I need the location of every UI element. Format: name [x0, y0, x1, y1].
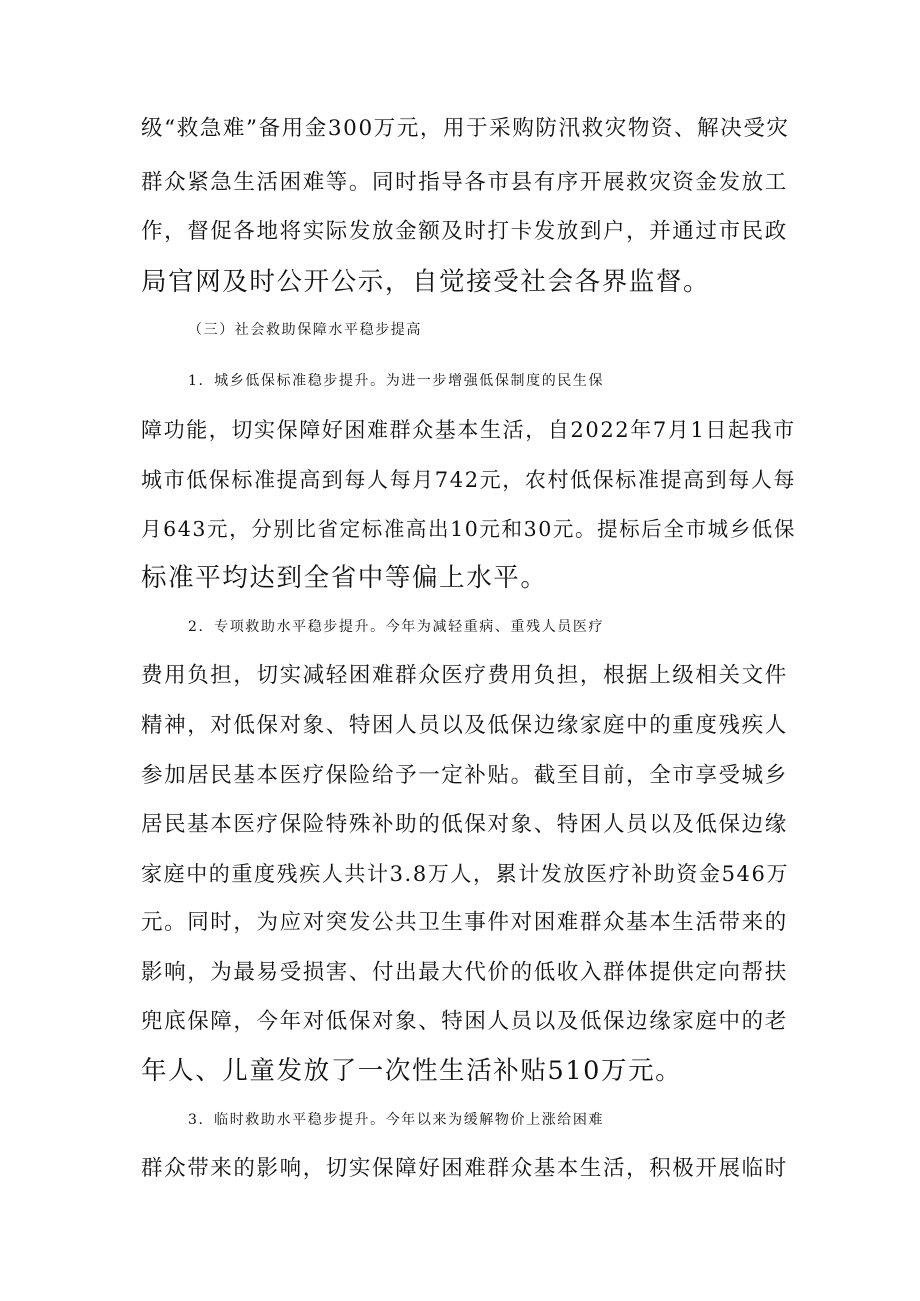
- text-line-14: 参加居民基本医疗保险给予一定补贴。截至目前，全市享受城乡: [141, 763, 788, 788]
- text-line-8: 城市低保标准提高到每人每月742元，农村低保标准提高到每人每: [141, 468, 797, 492]
- text-line-12: 费用负担，切实减轻困难群众医疗费用负担，根据上级相关文件: [141, 663, 788, 688]
- text-line-10: 标准平均达到全省中等偏上水平。: [141, 563, 548, 593]
- text-line-19: 兜底保障，今年对低保对象、特困人员以及低保边缘家庭中的老: [141, 1009, 788, 1034]
- text-line-7: 障功能，切实保障好困难群众基本生活，自2022年7月1日起我市: [141, 418, 796, 442]
- text-line-17: 元。同时，为应对突发公共卫生事件对困难群众基本生活带来的: [141, 910, 788, 935]
- text-line-3: 作，督促各地将实际发放金额及时打卡发放到户，并通过市民政: [141, 219, 788, 244]
- paragraph-3-start: 3．临时救助水平稳步提升。今年以来为缓解物价上涨给困难: [188, 1112, 605, 1128]
- text-line-15: 居民基本医疗保险特殊补助的低保对象、特困人员以及低保边缘: [141, 812, 788, 837]
- text-line-16: 家庭中的重度残疾人共计3.8万人，累计发放医疗补助资金546万: [141, 862, 790, 886]
- text-line-2: 群众紧急生活困难等。同时指导各市县有序开展救灾资金发放工: [141, 170, 788, 195]
- text-line-9: 月643元，分别比省定标准高出10元和30元。提标后全市城乡低保: [141, 517, 796, 541]
- text-line-18: 影响，为最易受损害、付出最大代价的低收入群体提供定向帮扶: [141, 960, 788, 985]
- text-line-4: 局官网及时公开公示，自觉接受社会各界监督。: [141, 267, 711, 297]
- text-line-13: 精神，对低保对象、特困人员以及低保边缘家庭中的重度残疾人: [141, 713, 788, 738]
- section-heading: （三）社会救助保障水平稳步提高: [188, 322, 422, 338]
- text-line-20: 年人、儿童发放了一次性生活补贴510万元。: [141, 1056, 683, 1086]
- text-line-1: 级“救急难”备用金300万元，用于采购防汛救灾物资、解决受灾: [141, 116, 790, 141]
- paragraph-1-start: 1．城乡低保标准稳步提升。为进一步增强低保制度的民生保: [188, 373, 605, 389]
- paragraph-2-start: 2．专项救助水平稳步提升。今年为减轻重病、重残人员医疗: [188, 619, 605, 635]
- text-line-22: 群众带来的影响，切实保障好困难群众基本生活，积极开展临时: [141, 1156, 788, 1181]
